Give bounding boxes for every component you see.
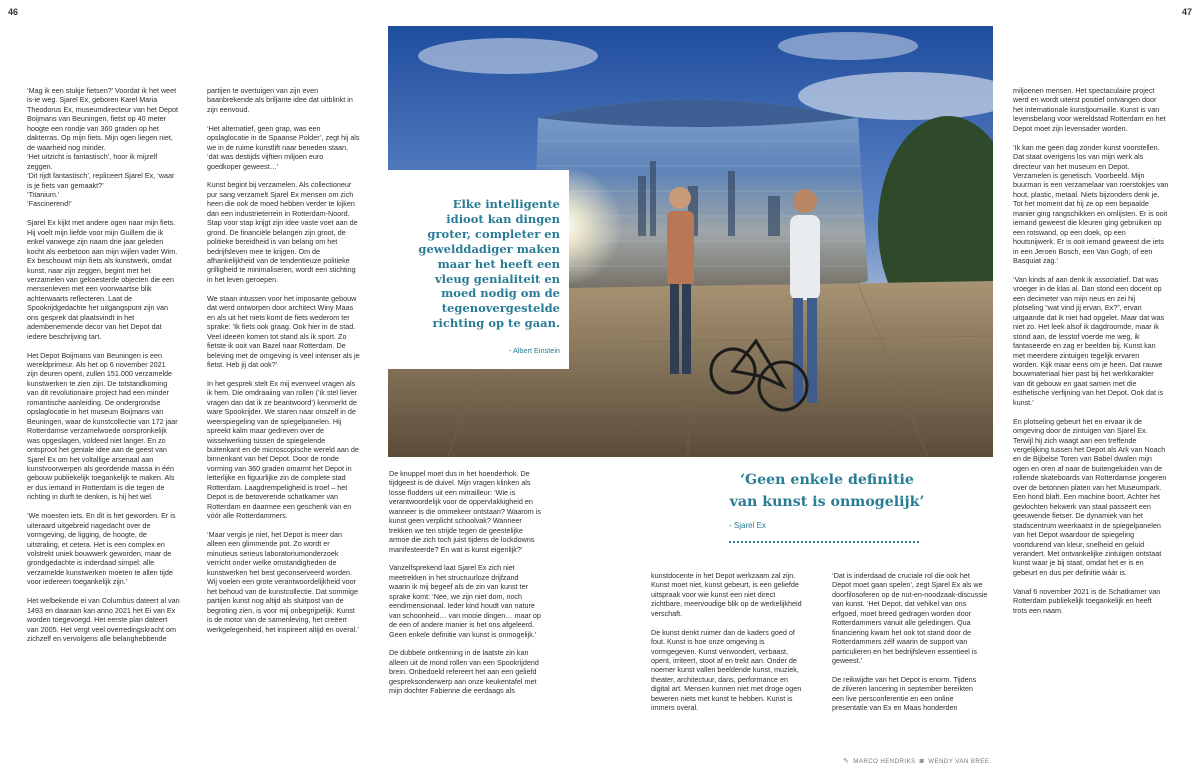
paragraph: Vanaf 6 november 2021 is de Schatkamer van Rotterdam publiekelijk toegankelijk en heeft trots een naam. bbox=[1013, 586, 1161, 615]
pull-quote-attribution: - Sjarel Ex bbox=[729, 521, 766, 530]
paragraph: ‘Mag ik een stukje fietsen?’ Voordat ik het weet is-ie weg. Sjarel Ex, geboren Karel Maria Theodorus Ex, museumdirecteur van het Depot Boijmans van Beuningen, fietst op 40 meter hoogte een rondje van 360 graden op het dakterras. Op mijn fiets. Mijn ogen liegen niet, de waarheid nog minder. ‘Het uitzicht is fantastisch’, hoor ik mijzelf zeggen. ‘Dit rijdt fantastisch’, repliceert Sjarel Ex, ‘waar is je fiets van gemaakt?’ ‘Titanium.’ ‘Fascinerend!’ bbox=[27, 86, 179, 209]
paragraph: De dubbele ontkenning in de laatste zin kan alleen uit de mond rollen van een Spookrijdend brein. Onbedoeld refereert het aan een geliefd gespreksonderwerp aan onze keukentafel met mijn dochter Fabienne die eerdaags als bbox=[389, 648, 539, 696]
pen-icon: ✎ bbox=[843, 758, 850, 765]
paragraph: In het gesprek stelt Ex mij evenveel vragen als ik hem. Die omdraaiing van rollen (‘ik stel liever vragen dan dat ik ze beantwoord’) kenmerkt de ware Spookrijder. We staren naar onszelf in de weerspiegeling van de spiegelpanelen. Hij spreekt kalm maar gedreven over de wisselwerking tussen de spiegelende buitenkant en de microscopische wereld aan de binnenkant van het Depot. Door de ronde vorming van 360 graden omarmt het Depot in letterlijke en figuurlijke zin de complete stad Rotterdam. Laagdrempeligheid is troef – het Depot is de betoverende schatkamer van Rotterdam en daarmee een geschenk van en vóór alle Rotterdammers. bbox=[207, 378, 359, 521]
photo-credits bbox=[843, 757, 989, 765]
article-column-2 bbox=[207, 86, 382, 634]
paragraph: De kunst denkt ruimer dan de kaders goed of fout. Kunst is hoe onze omgeving is vormgegeven. Kunst verwondert, verbaast, opent, irriteert, stoot af en trekt aan. Onder de noemer kunst vallen beeldende kunst, muziek, theater, architectuur, dans, performance en digital art. Mensen kunnen niet met droge ogen beweren niets met kunst te hebben. Kunst is immers overal. bbox=[651, 627, 802, 713]
paragraph: Vanzelfsprekend laat Sjarel Ex zich niet meetrekken in het structuurloze drijfzand waarin ik mij begeef als de zin van kunst ter sprake komt: ‘Nee, we zijn niet dom, noch eendimensionaal. Ieder kind houdt van nature van schoonheid… van mooie dingen… maar op de een of andere manier is het ons afgeleerd. Geen enkele definitie van kunst is onmogelijk.’ bbox=[389, 563, 541, 639]
page-number-left: 46 bbox=[8, 7, 19, 17]
paragraph: Sjarel Ex kijkt met andere ogen naar mijn fiets. Hij voelt mijn liefde voor mijn Guillem die ik enkel vanwege zijn naam drie jaar geleden kocht als eerbetoon aan mijn wijlen vader Wim. Ex beschouwt mijn fiets als kunstwerk, omdat kunst, naar zijn zeggen, begint met het verzamelen van gekoesterde objecten die een mensenleven met een voorwaartse blik achterwaarts reflecteren. Laat de Spookrijdgedachte het uitgangspunt zijn van ons gesprek dat plaatsvindt in het adembenemende decor van het Depot dat iedere beschrijving tart. bbox=[27, 218, 178, 341]
paragraph: ‘Maar vergis je niet, het Depot is meer dan alleen een glimmende pot. Zo wordt er minutieus serieus laboratoriumonderzoek verricht onder welke omstandigheden de kunstwerken het best geconserveerd worden. Wij voelen een grote verantwoordelijkheid voor het behoud van de kunstcollectie. Dat sommige partijen kunst nog altijd als sluitpost van de begroting zien, is voor mij onbegrijpelijk. Kunst is de motor van de samenleving, het creëert werkgelegenheid, het inspireert altijd en overal.’ bbox=[207, 529, 359, 634]
quote-text: Elke intelligente idioot kan dingen groter, completer en gewelddadiger maken maar het heeft een vleug genialiteit en moed nodig om de tegenovergestelde richting op te gaan. bbox=[418, 197, 560, 331]
paragraph: De reikwijdte van het Depot is enorm. Tijdens de zilveren lancering in september bereikten een live persconferentie en een online presentatie van Ex en Maas honderden bbox=[832, 674, 977, 713]
article-column-6 bbox=[1013, 86, 1185, 615]
paragraph: ‘Van kinds af aan denk ik associatief. Dat was vroeger in de klas al. Dan stond een docent op een decimeter van mijn neus en zei hij plotseling “wat vind jij ervan, Ex?”, ervan uitgaande dat ik niet had opgelet. Maar dat was niet zo. Het leek alsof ik dagdroomde, maar ik stond aan, de lesstof voerde me weg, ik fantaseerde en zag er beelden bij. Kunst kan met meerdere zintuigen tegelijk ervaren worden. Kijk maar eens om je heen. Dat rauwe bouwmateriaal hier past bij het werkkarakter van dit gebouw en gaat samen met die esthetische verfijning van het Depot. Ook dat is kunst.’ bbox=[1013, 274, 1165, 407]
paragraph: ‘Ik kan me geen dag zonder kunst voorstellen. Dat staat overigens los van mijn werk als directeur van het museum en Depot. Verzamelen is genetisch. Voorbeeld. Mijn buurman is een verzamelaar van roerstokjes van hout, plastic, metaal. Niets bijzonders denk je. Tot het moment dat hij ze op een bepaalde manier ging rangschikken en omlijsten. Er is ooit iemand geweest die kleuren ging gebruiken op een rotswand, op een doek, op een houtsnijwerk. Er is ooit iemand geweest die iets in een Jeroen Bosch, een Van Gogh, of een Basquiat zag.’ bbox=[1013, 142, 1169, 266]
article-column-5 bbox=[832, 571, 1004, 713]
article-column-4 bbox=[651, 571, 823, 713]
paragraph: ‘Dat is inderdaad de cruciale rol die ook het Depot moet gaan spelen’, zegt Sjarel Ex als we doorfilosoferen op de nut-en-noodzaak-discussie van kunst. ‘Het Depot, dat vehikel van ons erfgoed, moet breed gedragen worden door Rotterdammers vanuit alle geledingen. Qua financiering kwam het ook tot stand door de Rotterdammers zélf waarin de support van particulieren en het bedrijfsleven essentieel is geweest.’ bbox=[832, 571, 988, 666]
paragraph: We staan intussen voor het imposante gebouw dat werd ontworpen door architect Winy Maas en als uit het niets komt de fiets wederom ter sprake: ‘Ik fiets ook graag. Ook hier in de stad. Veel ideeën komen tot stand als ik sport. Zo fietste ik ooit van Bazel naar Rotterdam. De beleving met de omgeving is veel intenser als je fietst. Heb jij dat ook?’ bbox=[207, 293, 360, 369]
quote-attribution: - Albert Einstein bbox=[508, 346, 560, 355]
paragraph: miljoenen mensen. Het spectaculaire project werd en wordt uiterst positief ontvangen door het internationale kunstjournaille. Kunst is van levensbelang voor wereldstad Rotterdam en het Depot moet zijn levensader worden. bbox=[1013, 86, 1166, 133]
writer-credit: MARCO HENDRIKS bbox=[853, 757, 916, 765]
dotted-divider bbox=[729, 541, 919, 543]
pull-quote: ‘Geen enkele definitie van kunst is onmogelijk’ bbox=[729, 472, 925, 510]
article-column-3 bbox=[389, 469, 559, 696]
paragraph: ‘We moesten iets. En dit is het geworden. Er is uiteraard uitgebreid nagedacht over de vormgeving, de ligging, de hoogte, de uitstraling, et cetera. Het is een complex en volstrekt uniek bouwwerk geworden, maar de grondgedachte is inderdaad simpel: alle verzamelde kunstwerken moeten te allen tijde voor iedereen toegankelijk zijn.’ bbox=[27, 511, 176, 587]
quote-box bbox=[388, 170, 569, 369]
paragraph: kunstdocente in het Depot werkzaam zal zijn. Kunst moet niet, kunst gebeurt, is een geliefde uitspraak voor wie kunst een niet direct zichtbare, meervoudige blik op de werkelijkheid verschaft. bbox=[651, 571, 802, 618]
photographer-credit: WENDY VAN BREE bbox=[928, 757, 990, 765]
page-number-right: 47 bbox=[1181, 7, 1192, 17]
paragraph: Het Depot Boijmans van Beuningen is een wereldprimeur. Als het op 6 november 2021 zijn deuren opent, zullen 151.000 verzamelde kunstwerken te zien zijn. De totstandkoming van dit revolutionaire project had een minder romantische aanleiding. De ondergrondse opslaglocatie in het museum Boijmans van Beuningen, waar de kunstcollectie van 172 jaar Rotterdamse verzamelwoede oorspronkelijk was opgeslagen, voldeed niet langer. En zo ontsproot het geniale idee aan de geest van Sjarel Ex om het voltallige arsenaal aan kunstvoorwerpen als geordende massa in één gebouw publiekelijk toegankelijk te maken. Als er dus iemand in Rotterdam is die tegen de richting in durft te denken, is hij het wel. bbox=[27, 350, 178, 502]
paragraph: En plotseling gebeurt het en ervaar ik de omgeving door de zintuigen van Sjarel Ex. Terwijl hij zich waagt aan een treffende vergelijking tussen het Depot als Ark van Noach en de Bijbelse Toren van Babel dwalen mijn ogen en oren af naar de buitengeluiden van de rollende skateboards van Rotterdamse jongeren over de betonnen platen van het Museumpark. Een hond blaft. Een machine boort. Achter het gevlochten hekwerk van staal passeert een geeuwende fietser. De dynamiek van het stadscentrum weerkaatst in de spiegelpanelen van het Depot waardoor de spiegeling voortdurend van kleur, snelheid en geluid verandert. Met ontvankelijke zintuigen ontstaat kunst waar je bij staat, omdat het er is en gebeurt en dus per definitie wáár is. bbox=[1013, 416, 1167, 577]
paragraph: partijen te overtuigen van zijn even baanbrekende als briljante idee dat uitblinkt in zijn eenvoud. bbox=[207, 86, 353, 114]
paragraph: De knuppel moet dus in het hoenderhok. De tijdgeest is de duivel. Mijn vragen klinken als losse flodders uit een mitrailleur: ‘Wie is verantwoordelijk voor de oppervlakkigheid en wanneer is die ommekeer ontstaan? Waarom is kunst geen verplicht schoolvak? Wanneer trekken we ten strijde tegen de geestelijke armoe die zich toch juist tijdens de lockdowns manifesteerde? En wat is kunst eigenlijk?’ bbox=[389, 469, 541, 554]
article-column-1 bbox=[27, 86, 197, 643]
paragraph: Kunst begint bij verzamelen. Als collectioneur pur sang verzamelt Sjarel Ex mensen om zich heen die ook de moed hebben verder te kijken dan een industrieterrein in Rotterdam-Noord. Stap voor stap krijgt zijn idee vaste voet aan de grond. De financiële belangen zijn groot, de politieke bereidheid is van belang om het bedrijfsleven mee te krijgen. Om de afhankelijkheid van de tendentieuze politieke grilligheid te minimaliseren, wordt een stichting in het leven geroepen. bbox=[207, 180, 358, 284]
paragraph: ‘Het alternatief, geen grap, was een opslaglocatie in de Spaanse Polder’, zegt hij als we in de ruime kunstlift naar beneden staan, ‘dat was destijds vijftien miljoen euro goedkoper geweest…’ bbox=[207, 123, 360, 171]
paragraph: Het welbekende ei van Columbus dateert al van 1493 en daaraan kan anno 2021 het Ei van Ex worden toegevoegd. Het eerste plan dateert van 2005. Het vergt veel overredingskracht om zichzelf en vervolgens alle belanghebbende bbox=[27, 596, 180, 644]
camera-icon: ◙ bbox=[919, 757, 925, 765]
